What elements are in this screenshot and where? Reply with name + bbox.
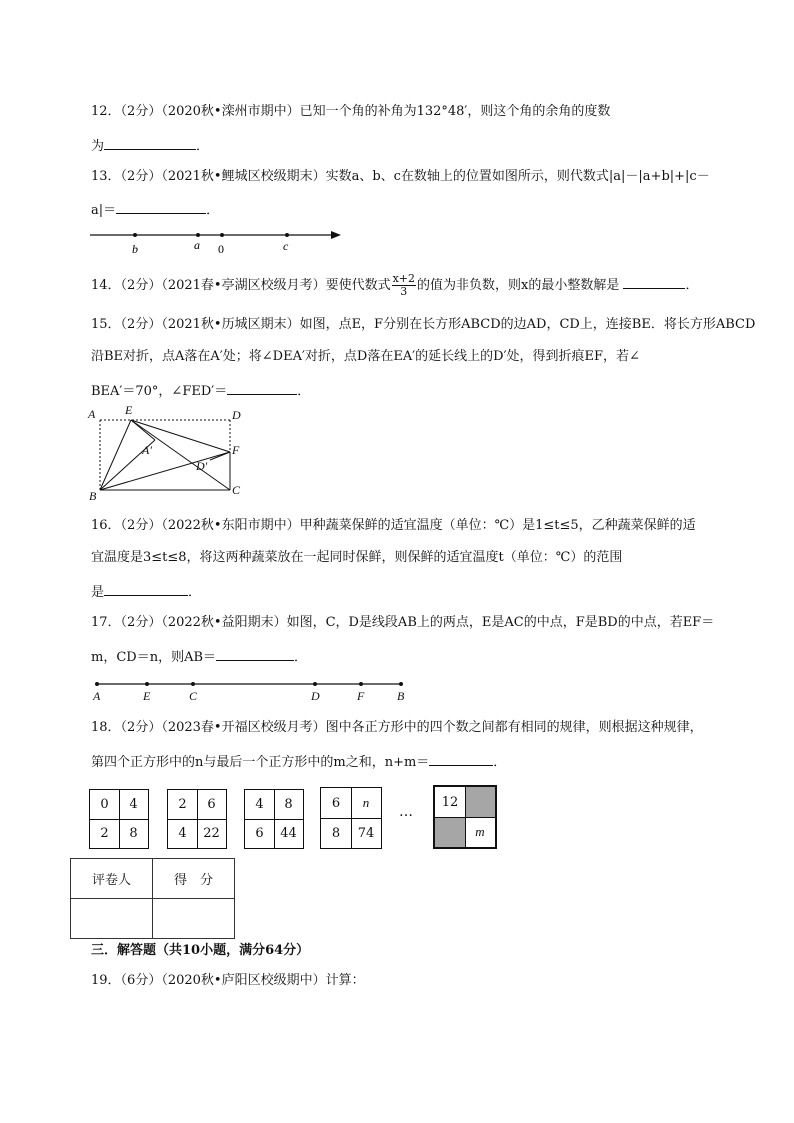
- q17-label-D: D: [311, 689, 320, 703]
- q14-prefix: 14．（2分）（2021春•亭湖区校级月考）要使代数式: [91, 278, 391, 293]
- q18-sq2-top-left: 2: [178, 797, 187, 812]
- q13-label-a: a: [194, 238, 200, 252]
- q18-square-4: [320, 787, 382, 849]
- q18-square-3: [244, 789, 304, 849]
- q18-square-2: [167, 789, 227, 849]
- q14-answer-blank[interactable]: [623, 274, 685, 289]
- q17-prefix: m，CD＝n，则AB＝: [91, 650, 217, 665]
- q13-prefix: a|＝: [91, 203, 117, 218]
- q18-answer-blank[interactable]: [429, 751, 493, 766]
- q16-answer-blank[interactable]: [104, 581, 188, 596]
- score-label-cell: 得 分: [153, 859, 235, 899]
- grader-label-cell: 评卷人: [71, 859, 153, 899]
- q18-square-1: [89, 789, 149, 849]
- q14-frac-numerator: x+2: [392, 272, 415, 285]
- q17-segment-figure: [85, 676, 415, 704]
- q15-line1: 15．（2分）（2021秋•历城区期末）如图，点E，F分别在长方形ABCD的边AD，CD上，连接BE．将长方形ABCD: [91, 317, 756, 332]
- q12-line1: 12．（2分）（2020秋•滦州市期中）已知一个角的补角为132°48′，则这个角的余角的度数: [91, 104, 611, 119]
- q17-label-B: B: [397, 689, 405, 703]
- q18-line2: [91, 751, 506, 772]
- q13-label-c: c: [283, 239, 289, 253]
- q13-line1: 13．（2分）（2021秋•鲤城区校级期末）实数a、b、c在数轴上的位置如图所示，则代数式|a|－|a+b|+|c－: [91, 169, 710, 184]
- q14-fraction: [392, 273, 416, 298]
- score-input-cell[interactable]: [153, 899, 235, 939]
- q17-suffix: ．: [294, 650, 308, 665]
- q17-label-F: F: [357, 689, 365, 703]
- q17-line1: 17．（2分）（2022秋•益阳期末）如图，C，D是线段AB上的两点，E是AC的中点，F是BD的中点，若EF＝: [91, 615, 715, 630]
- q15-prefix: BEA′＝70°，∠FED′＝: [91, 384, 228, 399]
- q18-last-bottom-right: m: [475, 824, 485, 839]
- q18-sq3-top-left: 4: [255, 797, 264, 812]
- q15-line3: [91, 380, 310, 401]
- q18-last-shaded-top-right: [465, 787, 495, 817]
- q18-last-top-left: 12: [441, 794, 459, 810]
- q13-suffix: ．: [206, 203, 220, 218]
- q16-prefix: 是: [91, 585, 105, 600]
- q18-ellipsis: …: [399, 804, 413, 820]
- q18-suffix: ．: [493, 755, 507, 770]
- q16-line1: 16．（2分）（2022秋•东阳市期中）甲种蔬菜保鲜的适宜温度（单位：℃）是1≤t≤5，乙种蔬菜保鲜的适: [91, 518, 696, 533]
- q18-sq3-bottom-left: 6: [255, 826, 264, 841]
- q15-label-D: D: [232, 408, 241, 422]
- q18-sq1-top-left: 0: [100, 797, 109, 812]
- q13-label-b: b: [132, 242, 138, 256]
- q17-answer-blank[interactable]: [216, 646, 294, 661]
- q18-line1: 18．（2分）（2023春•开福区校级月考）图中各正方形中的四个数之间都有相同的规律，则根据这种规律，: [91, 720, 703, 735]
- q18-sq2-bottom-right: 22: [203, 826, 220, 841]
- q15-label-E: E: [125, 403, 133, 417]
- q17-label-A: A: [93, 689, 101, 703]
- q18-sq4-bottom-right: 74: [357, 825, 375, 841]
- grader-input-cell[interactable]: [71, 899, 153, 939]
- q14-frac-denominator: 3: [400, 285, 408, 298]
- q18-sq4-bottom-left: 8: [331, 825, 341, 841]
- q15-label-C: C: [232, 483, 241, 497]
- q18-sq4-top-right: n: [362, 795, 370, 810]
- q17-label-E: E: [143, 689, 151, 703]
- q14-suffix: ．: [685, 278, 699, 293]
- q13-line2: [91, 199, 219, 220]
- q16-suffix: ．: [188, 585, 202, 600]
- q18-sq2-bottom-left: 4: [178, 826, 187, 841]
- q17-line2: [91, 646, 307, 667]
- q15-label-A: A: [88, 407, 96, 421]
- q13-label-0: 0: [218, 242, 224, 256]
- q15-label-A-prime: A′: [142, 443, 152, 457]
- q18-prefix: 第四个正方形中的n与最后一个正方形中的m之和，n+m＝: [91, 755, 430, 770]
- q18-sq3-top-right: 8: [284, 797, 293, 812]
- q15-label-F: F: [232, 443, 240, 457]
- q12-suffix: ．: [196, 139, 210, 154]
- q18-sq1-top-right: 4: [129, 797, 138, 812]
- q15-suffix: ．: [297, 384, 311, 399]
- q18-sq1-bottom-right: 8: [129, 826, 138, 841]
- section-3-heading: 三．解答题（共10小题，满分64分）: [91, 943, 310, 958]
- q15-answer-blank[interactable]: [227, 380, 297, 395]
- q18-last-shaded-bottom-left: [435, 817, 465, 847]
- q15-label-B: B: [89, 489, 97, 503]
- q15-line2: 沿BE对折，点A落在A′处；将∠DEA′对折，点D落在EA′的延长线上的D′处，得到折痕EF，若∠: [91, 349, 640, 364]
- q18-sq3-bottom-right: 44: [280, 826, 297, 841]
- q14-middle: 的值为非负数，则x的最小整数解是: [417, 278, 620, 293]
- q18-sq2-top-right: 6: [207, 797, 216, 812]
- q17-label-C: C: [189, 689, 198, 703]
- q15-label-D-prime: D′: [196, 459, 208, 473]
- grade-table: [70, 858, 235, 939]
- q12-line2: [91, 135, 209, 156]
- q16-line3: [91, 581, 201, 602]
- q15-rectangle-figure: [85, 402, 255, 504]
- q13-answer-blank[interactable]: [116, 199, 206, 214]
- q13-number-line: [85, 225, 355, 260]
- q12-prefix: 为: [91, 139, 105, 154]
- q18-sq4-top-left: 6: [331, 795, 341, 811]
- q16-line2: 宜温度是3≤t≤8，将这两种蔬菜放在一起同时保鲜，则保鲜的适宜温度t（单位：℃）的范围: [91, 550, 623, 565]
- q18-square-last: [433, 785, 497, 849]
- q18-sq1-bottom-left: 2: [100, 826, 109, 841]
- q19-line: 19．（6分）（2020秋•庐阳区校级期中）计算：: [91, 973, 365, 988]
- q12-answer-blank[interactable]: [104, 135, 196, 150]
- q14-line: [91, 272, 699, 300]
